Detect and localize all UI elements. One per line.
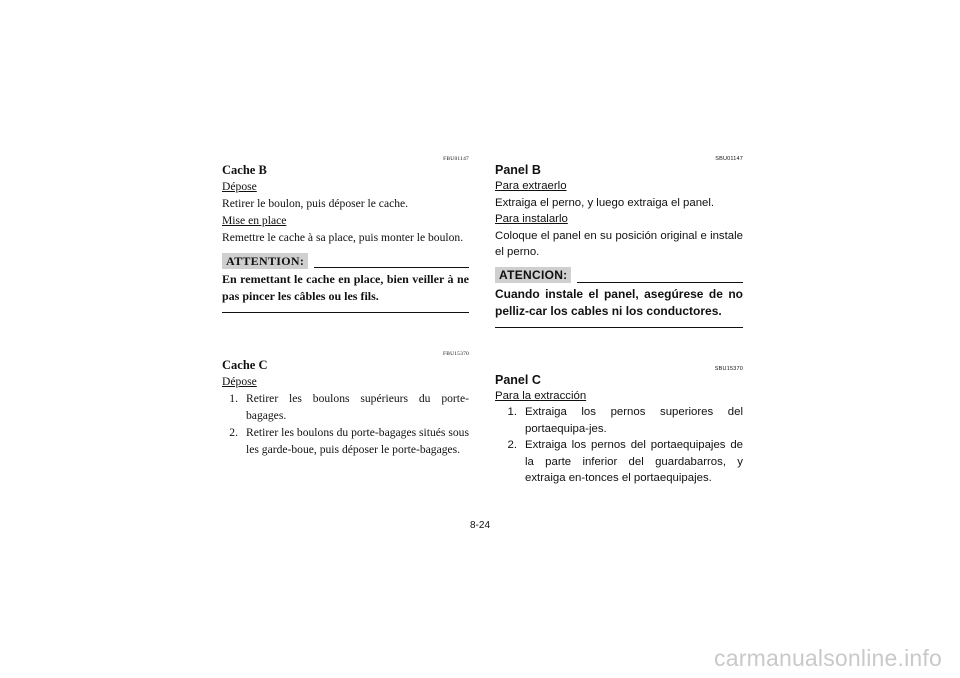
subheading-install: Para instalarlo bbox=[495, 213, 568, 225]
step-number: 2. bbox=[507, 439, 517, 451]
section-title: Cache C bbox=[222, 358, 268, 372]
step-number: 2. bbox=[229, 426, 238, 439]
section-code: FBU01147 bbox=[443, 156, 469, 162]
list-item bbox=[495, 437, 743, 487]
list-item bbox=[495, 404, 743, 437]
subheading-removal: Para extraerlo bbox=[495, 180, 567, 192]
section-code: SBU15370 bbox=[714, 365, 743, 372]
caution-header bbox=[222, 252, 469, 269]
caution-divider bbox=[314, 267, 469, 268]
caution-end-rule bbox=[495, 327, 743, 328]
removal-text: Extraiga el perno, y luego extraiga el panel. bbox=[495, 196, 715, 209]
step-text: Retirer les boulons supérieurs du porte-bagages. bbox=[246, 392, 469, 422]
page-number: 8-24 bbox=[469, 520, 490, 531]
list-item bbox=[222, 390, 469, 424]
section-title: Panel C bbox=[495, 372, 541, 387]
section-2 bbox=[222, 351, 469, 458]
caution-label: ATENCION: bbox=[495, 267, 571, 283]
install-text: Coloque el panel en su posición original e instale el perno. bbox=[495, 229, 743, 258]
step-text: Extraiga los pernos superiores del portaequipa-jes. bbox=[525, 406, 743, 435]
caution-divider bbox=[577, 282, 743, 283]
french-column bbox=[222, 156, 469, 458]
subheading-install: Mise en place bbox=[222, 214, 287, 227]
removal-text: Retirer le boulon, puis déposer le cache. bbox=[222, 197, 409, 210]
watermark: carmanualsonline.info bbox=[714, 645, 942, 671]
spanish-column bbox=[495, 156, 743, 487]
subheading-removal: Dépose bbox=[222, 375, 257, 388]
caution-end-rule bbox=[222, 312, 469, 313]
step-number: 1. bbox=[229, 392, 238, 405]
caution-text: Cuando instale el panel, asegúrese de no pelliz-car los cables ni los conductores. bbox=[495, 286, 743, 318]
steps-list bbox=[495, 404, 743, 487]
caution-header bbox=[495, 267, 743, 284]
section-code: SBU01147 bbox=[715, 156, 743, 162]
subheading-removal: Para la extracción bbox=[495, 389, 587, 402]
section-2 bbox=[495, 366, 743, 487]
section-title: Panel B bbox=[495, 163, 541, 177]
section-code: FBU15370 bbox=[442, 351, 469, 357]
install-text: Remettre le cache à sa place, puis monter le boulon. bbox=[222, 231, 464, 244]
steps-list bbox=[222, 390, 469, 458]
section-title: Cache B bbox=[222, 163, 267, 177]
step-number: 1. bbox=[507, 406, 517, 418]
caution-label: ATTENTION: bbox=[222, 253, 308, 269]
subheading-removal: Dépose bbox=[222, 180, 257, 193]
step-text: Extraiga los pernos del portaequipajes de la parte inferior del guardabarros, y extraiga en-tonces el portaequipajes. bbox=[525, 439, 743, 484]
caution-text: En remettant le cache en place, bien veiller à ne pas pincer les câbles ou les fils. bbox=[222, 272, 469, 303]
step-text: Retirer les boulons du porte-bagages situés sous les garde-boue, puis déposer le porte-bagages. bbox=[246, 426, 469, 456]
list-item bbox=[222, 424, 469, 458]
